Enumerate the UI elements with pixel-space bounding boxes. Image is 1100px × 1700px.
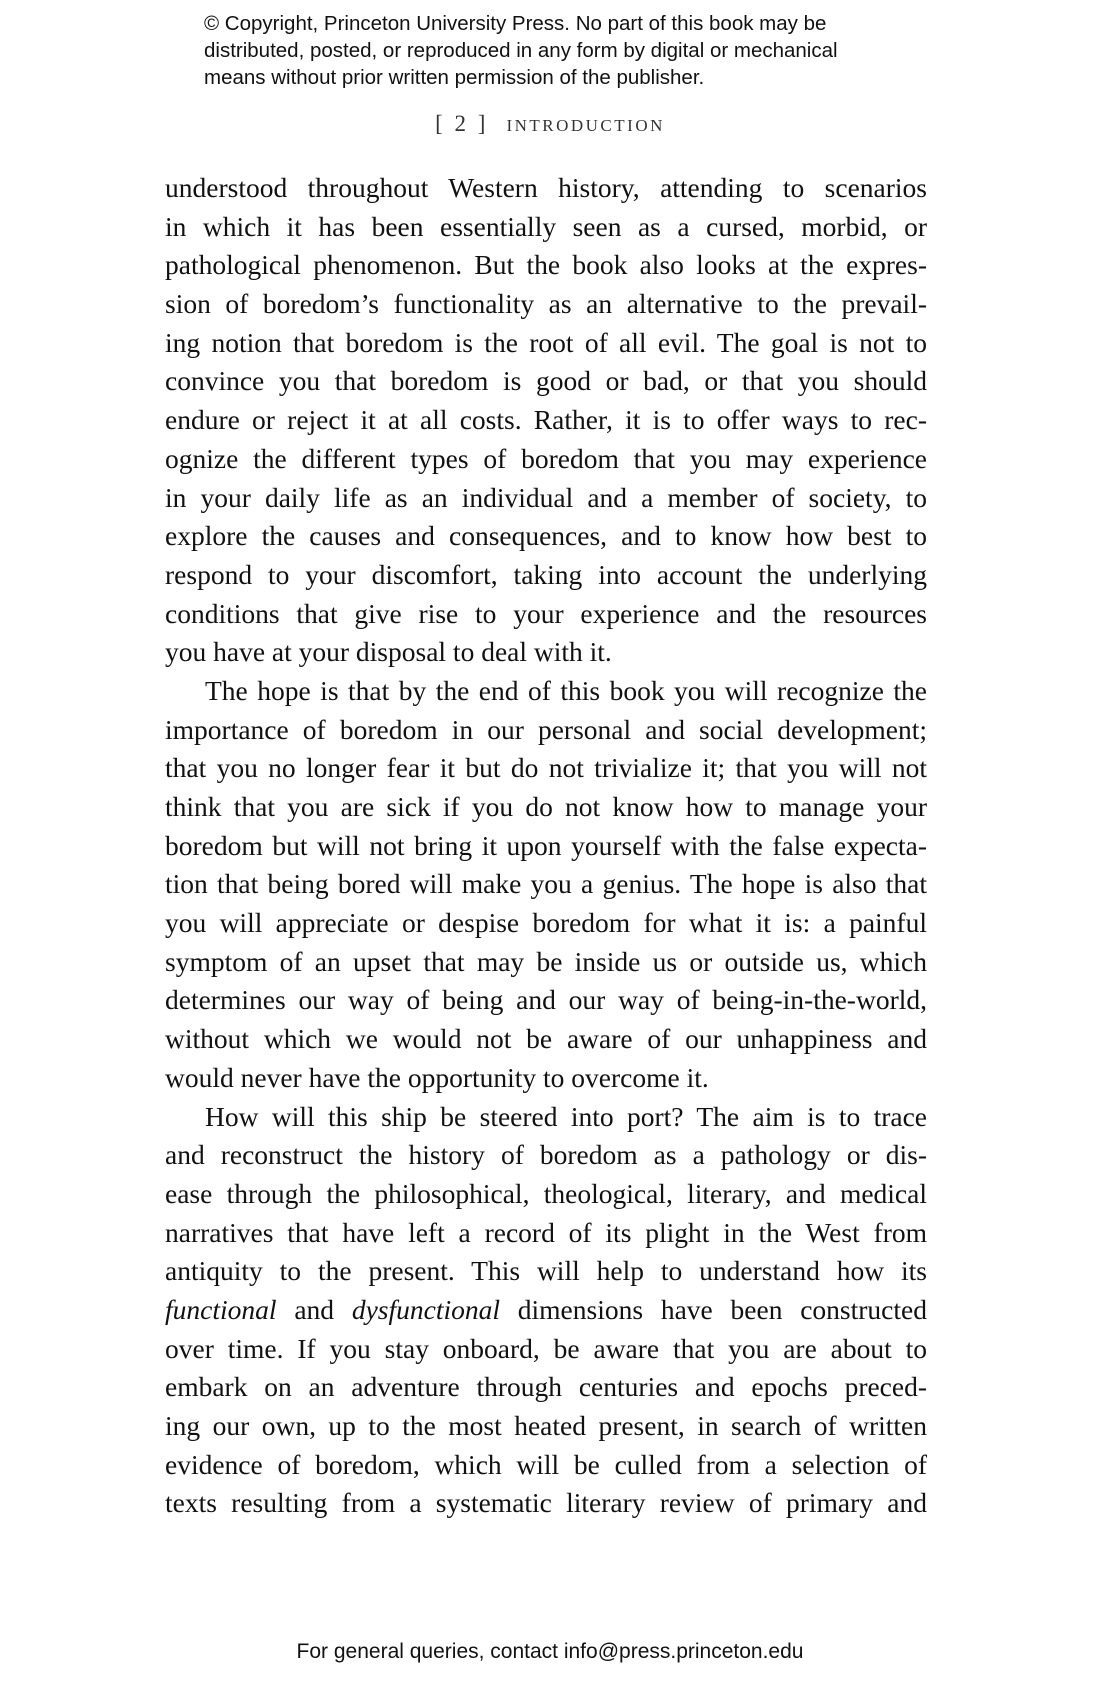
text-line: boredom but will not bring it upon yourself with the false expecta-	[165, 829, 927, 861]
text-line: convince you that boredom is good or bad, or that you should	[165, 365, 927, 397]
paragraph-3	[165, 1098, 927, 1524]
text-line: you will appreciate or despise boredom for what it is: a painful	[165, 907, 927, 939]
line-fragment: dimensions have been constructed	[500, 1293, 927, 1325]
text-line: ognize the different types of boredom that you may experience	[165, 442, 927, 474]
text-line: in your daily life as an individual and a member of society, to	[165, 481, 927, 513]
copyright-notice	[204, 10, 924, 91]
body-text	[165, 169, 927, 1523]
text-line: How will this ship be steered into port? The aim is to trace	[205, 1100, 927, 1132]
paragraph-2	[165, 672, 927, 1098]
text-line: conditions that give rise to your experience and the resources	[165, 597, 927, 629]
text-line: and reconstruct the history of boredom as a pathology or dis-	[165, 1139, 927, 1171]
text-line: you have at your disposal to deal with it.	[165, 636, 612, 668]
italic-term: dysfunctional	[351, 1293, 500, 1325]
copyright-line: distributed, posted, or reproduced in any form by digital or mechanical	[204, 39, 838, 62]
footer-contact: For general queries, contact info@press.princeton.edu	[296, 1640, 804, 1663]
text-line: importance of boredom in our personal and social development;	[165, 713, 927, 745]
text-line: without which we would not be aware of our unhappiness and	[165, 1023, 927, 1055]
text-line: ing our own, up to the most heated present, in search of written	[165, 1410, 927, 1441]
text-line: respond to your discomfort, taking into account the underlying	[165, 558, 927, 590]
text-line: antiquity to the present. This will help to understand how its	[165, 1255, 927, 1287]
text-line: narratives that have left a record of its plight in the West from	[165, 1216, 927, 1248]
text-line: would never have the opportunity to overcome it.	[165, 1061, 709, 1093]
text-line: symptom of an upset that may be inside us or outside us, which	[165, 945, 927, 977]
italic-term: functional	[165, 1293, 277, 1325]
text-line: think that you are sick if you do not know how to manage your	[165, 791, 927, 822]
text-line: that you no longer fear it but do not trivialize it; that you will not	[165, 752, 927, 784]
section-title: INTRODUCTION	[506, 116, 665, 135]
text-line: pathological phenomenon. But the book also looks at the expres-	[165, 249, 927, 281]
emphasis-line	[165, 1291, 927, 1330]
text-line: The hope is that by the end of this book you will recognize the	[205, 674, 927, 706]
text-line: endure or reject it at all costs. Rather, it is to offer ways to rec-	[165, 404, 927, 436]
text-line: ease through the philosophical, theological, literary, and medical	[165, 1177, 927, 1209]
copyright-line: © Copyright, Princeton University Press. No part of this book may be	[204, 12, 827, 35]
line-fragment: and	[276, 1293, 352, 1325]
text-line: ing notion that boredom is the root of all evil. The goal is not to	[165, 326, 927, 358]
text-line: explore the causes and consequences, and to know how best to	[165, 520, 927, 552]
paragraph-1	[165, 169, 927, 672]
text-line: texts resulting from a systematic literary review of primary and	[165, 1487, 927, 1519]
text-line: determines our way of being and our way of being-in-the-world,	[165, 984, 927, 1016]
running-head	[0, 111, 1100, 137]
text-line: sion of boredom’s functionality as an alternative to the prevail-	[165, 288, 927, 320]
text-line: evidence of boredom, which will be culled from a selection of	[165, 1448, 927, 1480]
copyright-line: means without prior written permission of the publisher.	[204, 66, 705, 89]
page-number: [ 2 ]	[435, 111, 489, 136]
text-line: embark on an adventure through centuries and epochs preced-	[165, 1371, 927, 1403]
text-line: understood throughout Western history, attending to scenarios	[165, 172, 927, 203]
text-line: over time. If you stay onboard, be aware that you are about to	[165, 1332, 927, 1364]
text-line: tion that being bored will make you a genius. The hope is also that	[165, 868, 927, 900]
text-line: in which it has been essentially seen as a cursed, morbid, or	[165, 210, 927, 242]
